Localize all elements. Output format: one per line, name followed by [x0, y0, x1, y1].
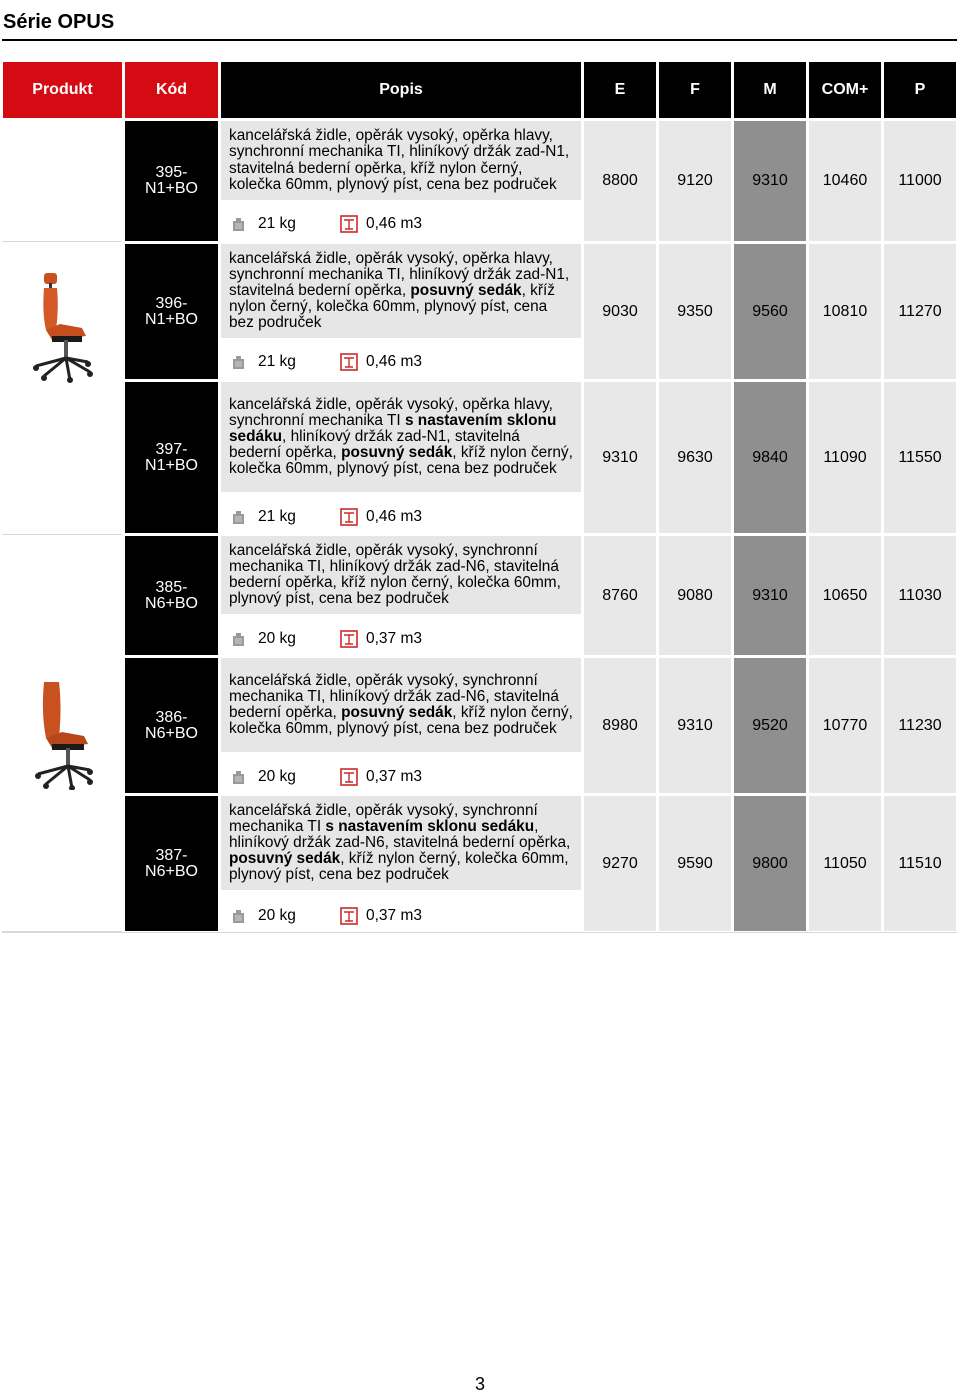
price-f: 9350 — [659, 244, 731, 379]
product-description — [221, 244, 581, 338]
price-m: 9840 — [734, 382, 806, 533]
volume-info — [340, 214, 422, 234]
product-code-text — [145, 710, 198, 742]
page-number: 3 — [474, 1374, 485, 1394]
price-f: 9590 — [659, 796, 731, 931]
product-code — [125, 796, 218, 931]
description-text — [229, 673, 575, 737]
volume-value: 0,37 m3 — [366, 768, 423, 785]
price-e: 8980 — [584, 658, 656, 793]
description-text — [229, 397, 575, 477]
package-volume-icon — [340, 353, 358, 371]
volume-info — [340, 767, 422, 787]
product-code-text — [145, 580, 198, 612]
description-segment: kancelářská židle, opěrák vysoký, opěrka hlavy, synchronní mechanika TI, hliníkový držák zad-N1, stavitelná bederní opěrka, — [229, 249, 570, 299]
price-e: 9310 — [584, 382, 656, 533]
header-kod: Kód — [125, 62, 218, 118]
product-code-line-2: N1+BO — [145, 456, 198, 474]
price-com: 10810 — [809, 244, 881, 379]
package-volume-icon — [340, 630, 358, 648]
product-code — [125, 121, 218, 241]
price-m: 9310 — [734, 536, 806, 655]
row-separator — [2, 534, 122, 535]
description-highlight: s nastavením sklonu sedáku — [325, 817, 535, 835]
product-code-line-2: N6+BO — [145, 724, 198, 742]
price-com: 11090 — [809, 382, 881, 533]
product-code-line-2: N1+BO — [145, 180, 198, 197]
price-com: 10460 — [809, 121, 881, 241]
price-f: 9120 — [659, 121, 731, 241]
header-popis: Popis — [221, 62, 581, 118]
description-text — [229, 251, 575, 331]
volume-info — [340, 352, 422, 372]
weight-icon — [233, 218, 244, 231]
description-segment: , kříž nylon černý, kolečka 60mm, plynový píst, cena bez područek — [229, 281, 555, 332]
product-description — [221, 796, 581, 890]
description-highlight: s nastavením sklonu sedáku — [229, 411, 557, 445]
description-segment: , hliníkový držák zad-N1, stavitelná bederní opěrka, — [229, 427, 520, 462]
weight-value: 20 kg — [258, 907, 296, 924]
product-description — [221, 382, 581, 492]
price-e: 8760 — [584, 536, 656, 655]
weight-value: 20 kg — [258, 768, 296, 785]
product-code — [125, 382, 218, 533]
weight-info — [233, 507, 296, 527]
price-m: 9800 — [734, 796, 806, 931]
volume-info — [340, 507, 422, 527]
volume-value: 0,46 m3 — [366, 508, 423, 525]
weight-icon — [233, 356, 244, 369]
description-text — [229, 128, 575, 192]
product-description — [221, 658, 581, 752]
price-e: 9030 — [584, 244, 656, 379]
description-text — [229, 543, 575, 607]
header-p: P — [884, 62, 956, 118]
page-title: Série OPUS — [3, 11, 115, 33]
product-code-line-1: 397- — [155, 440, 188, 458]
product-description — [221, 121, 581, 200]
volume-value: 0,46 m3 — [366, 353, 423, 370]
description-text — [229, 803, 575, 883]
header-com: COM+ — [809, 62, 881, 118]
product-code-line-1: 387- — [155, 846, 188, 864]
description-segment: , kříž nylon černý, kolečka 60mm, plynový píst, cena bez područek — [229, 444, 573, 478]
package-volume-icon — [340, 215, 358, 233]
product-code-line-1: 395- — [155, 164, 188, 181]
weight-value: 20 kg — [258, 630, 296, 647]
header-m: M — [734, 62, 806, 118]
row-separator — [2, 241, 122, 242]
weight-value: 21 kg — [258, 508, 296, 525]
price-m: 9310 — [734, 121, 806, 241]
description-highlight: posuvný sedák — [229, 850, 341, 868]
product-code-line-2: N1+BO — [145, 310, 198, 328]
description-highlight: posuvný sedák — [341, 704, 453, 721]
weight-icon — [233, 771, 244, 784]
price-p: 11000 — [884, 121, 956, 241]
volume-info — [340, 906, 422, 926]
product-code-text — [145, 165, 198, 197]
description-segment: , kříž nylon černý, kolečka 60mm, plynový píst, cena bez područek — [229, 704, 573, 738]
office-chair-image — [30, 268, 96, 383]
description-segment: kancelářská židle, opěrák vysoký, opěrka hlavy, synchronní mechanika TI — [229, 395, 553, 429]
price-com: 11050 — [809, 796, 881, 931]
description-segment: , kříž nylon černý, kolečka 60mm, plynový píst, cena bez područek — [229, 850, 569, 884]
chair-image-group-2 — [32, 678, 96, 790]
product-code-line-1: 385- — [155, 578, 188, 596]
product-code — [125, 244, 218, 379]
table-bottom-rule — [2, 932, 957, 933]
price-p: 11230 — [884, 658, 956, 793]
weight-info — [233, 906, 296, 926]
weight-value: 21 kg — [258, 353, 296, 370]
product-code-line-1: 396- — [155, 294, 188, 312]
weight-info — [233, 767, 296, 787]
product-code-text — [145, 442, 198, 474]
header-f: F — [659, 62, 731, 118]
description-highlight: posuvný sedák — [410, 281, 522, 299]
price-p: 11030 — [884, 536, 956, 655]
product-code — [125, 536, 218, 655]
price-m: 9520 — [734, 658, 806, 793]
chair-image-group-1 — [30, 268, 96, 383]
volume-value: 0,37 m3 — [366, 630, 423, 647]
product-code-line-2: N6+BO — [145, 594, 198, 612]
price-com: 10650 — [809, 536, 881, 655]
product-description — [221, 536, 581, 614]
weight-icon — [233, 633, 244, 646]
volume-value: 0,46 m3 — [366, 215, 423, 232]
price-f: 9080 — [659, 536, 731, 655]
price-e: 8800 — [584, 121, 656, 241]
product-code-text — [145, 848, 198, 880]
price-com: 10770 — [809, 658, 881, 793]
product-code-text — [145, 296, 198, 328]
description-segment: kancelářská židle, opěrák vysoký, synchronní mechanika TI, hliníkový držák zad-N6, stavitelná bederní opěrka, — [229, 671, 559, 721]
price-m: 9560 — [734, 244, 806, 379]
price-e: 9270 — [584, 796, 656, 931]
header-produkt: Produkt — [3, 62, 122, 118]
volume-info — [340, 629, 422, 649]
volume-value: 0,37 m3 — [366, 907, 423, 924]
price-p: 11510 — [884, 796, 956, 931]
weight-icon — [233, 910, 244, 923]
price-p: 11550 — [884, 382, 956, 533]
weight-info — [233, 214, 296, 234]
weight-icon — [233, 511, 244, 524]
description-segment: kancelářská židle, opěrák vysoký, synchronní mechanika TI — [229, 801, 538, 835]
title-rule — [2, 39, 957, 41]
product-code-line-2: N6+BO — [145, 862, 198, 880]
price-p: 11270 — [884, 244, 956, 379]
description-segment: kancelářská židle, opěrák vysoký, synchronní mechanika TI, hliníkový držák zad-N6, stavitelná bederní opěrka, kříž nylon černý, kolečka 60mm, plynový píst, cena bez područek — [229, 541, 561, 608]
weight-value: 21 kg — [258, 215, 296, 232]
package-volume-icon — [340, 768, 358, 786]
description-highlight: posuvný sedák — [341, 444, 453, 462]
description-segment: kancelářská židle, opěrák vysoký, opěrka hlavy, synchronní mechanika TI, hliníkový držák zad-N1, stavitelná bederní opěrka, kříž nylon černý, kolečka 60mm, plynový píst, cena bez područek — [229, 127, 570, 193]
header-e: E — [584, 62, 656, 118]
price-f: 9630 — [659, 382, 731, 533]
package-volume-icon — [340, 508, 358, 526]
weight-info — [233, 352, 296, 372]
package-volume-icon — [340, 907, 358, 925]
office-chair-image — [32, 678, 96, 790]
description-segment: , hliníkový držák zad-N6, stavitelná bederní opěrka, — [229, 817, 571, 851]
product-code-line-1: 386- — [155, 708, 188, 726]
price-f: 9310 — [659, 658, 731, 793]
weight-info — [233, 629, 296, 649]
product-code — [125, 658, 218, 793]
